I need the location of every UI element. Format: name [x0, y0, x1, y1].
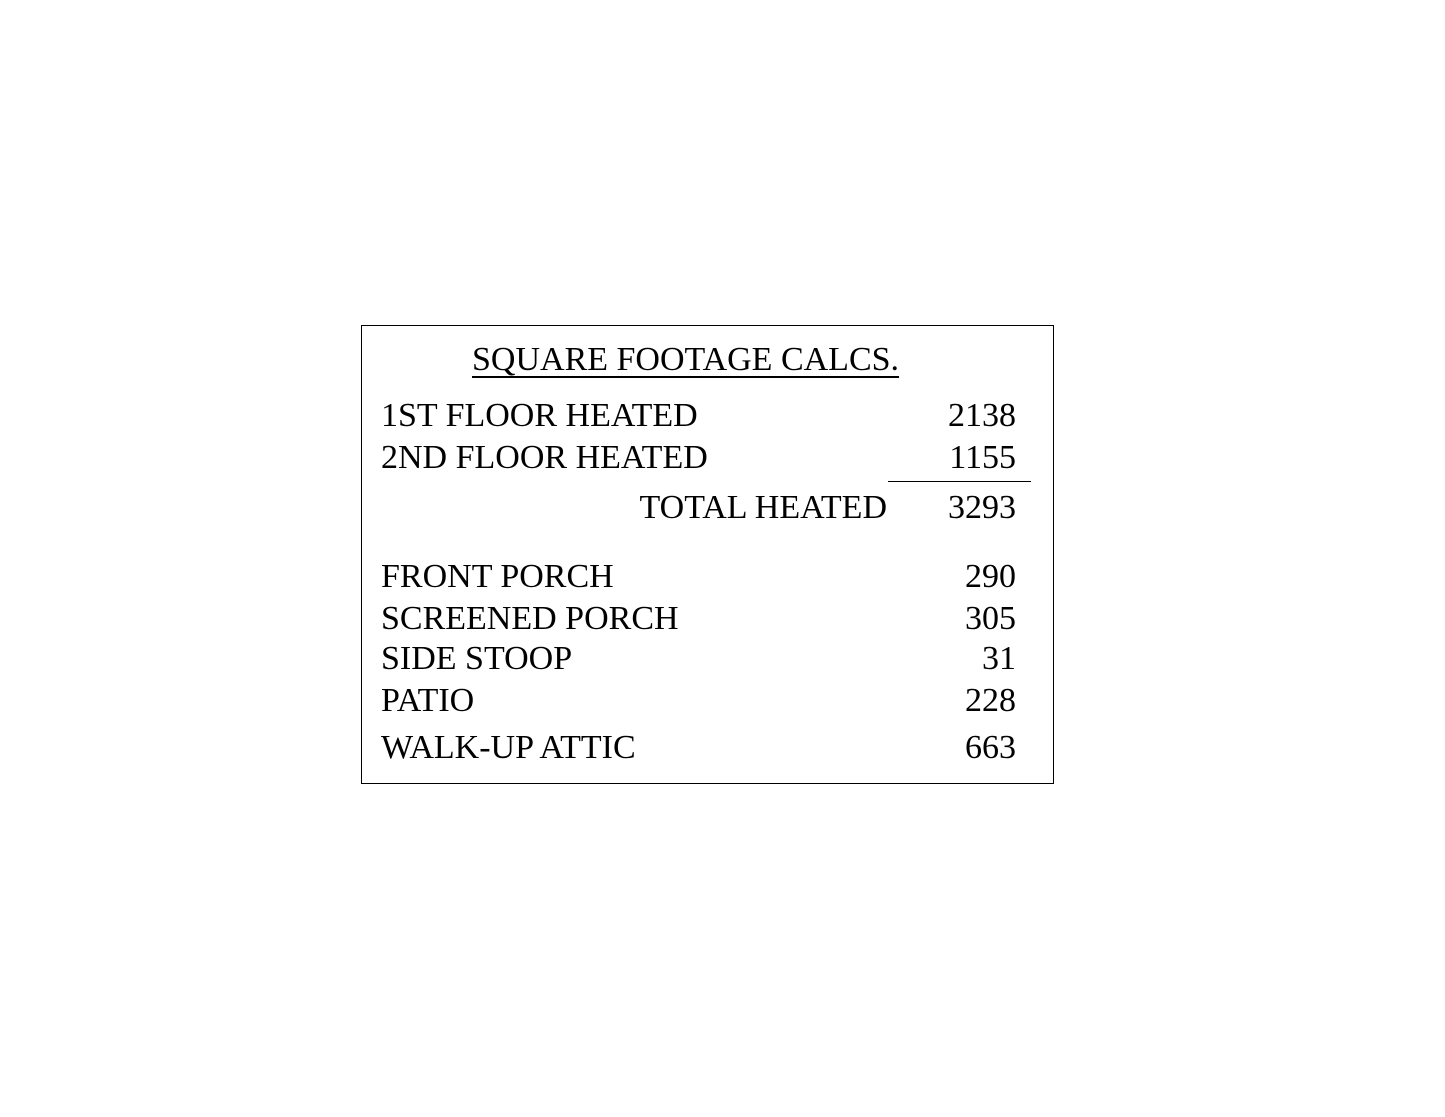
table-title: SQUARE FOOTAGE CALCS. — [472, 341, 900, 378]
row-label: PATIO — [381, 682, 475, 719]
row-value: 31 — [982, 640, 1016, 677]
table-row — [362, 438, 1053, 478]
table-row — [362, 639, 1053, 679]
row-value: 2138 — [948, 397, 1016, 434]
row-value: 1155 — [949, 439, 1016, 476]
total-label: TOTAL HEATED — [639, 489, 887, 526]
row-label: SIDE STOOP — [381, 640, 573, 677]
row-value: 305 — [965, 600, 1016, 637]
total-value: 3293 — [948, 489, 1016, 526]
table-row — [362, 557, 1053, 597]
row-label: 2ND FLOOR HEATED — [381, 439, 708, 476]
table-row — [362, 681, 1053, 721]
row-value: 290 — [965, 558, 1016, 595]
table-row — [362, 396, 1053, 436]
row-value: 663 — [965, 729, 1016, 766]
row-label: FRONT PORCH — [381, 558, 614, 595]
sum-divider — [888, 481, 1031, 482]
square-footage-table — [361, 325, 1054, 784]
row-label: 1ST FLOOR HEATED — [381, 397, 698, 434]
row-value: 228 — [965, 682, 1016, 719]
row-label: WALK-UP ATTIC — [381, 729, 636, 766]
table-row — [362, 599, 1053, 639]
row-label: SCREENED PORCH — [381, 600, 679, 637]
total-row — [362, 488, 1053, 528]
table-row — [362, 728, 1053, 768]
